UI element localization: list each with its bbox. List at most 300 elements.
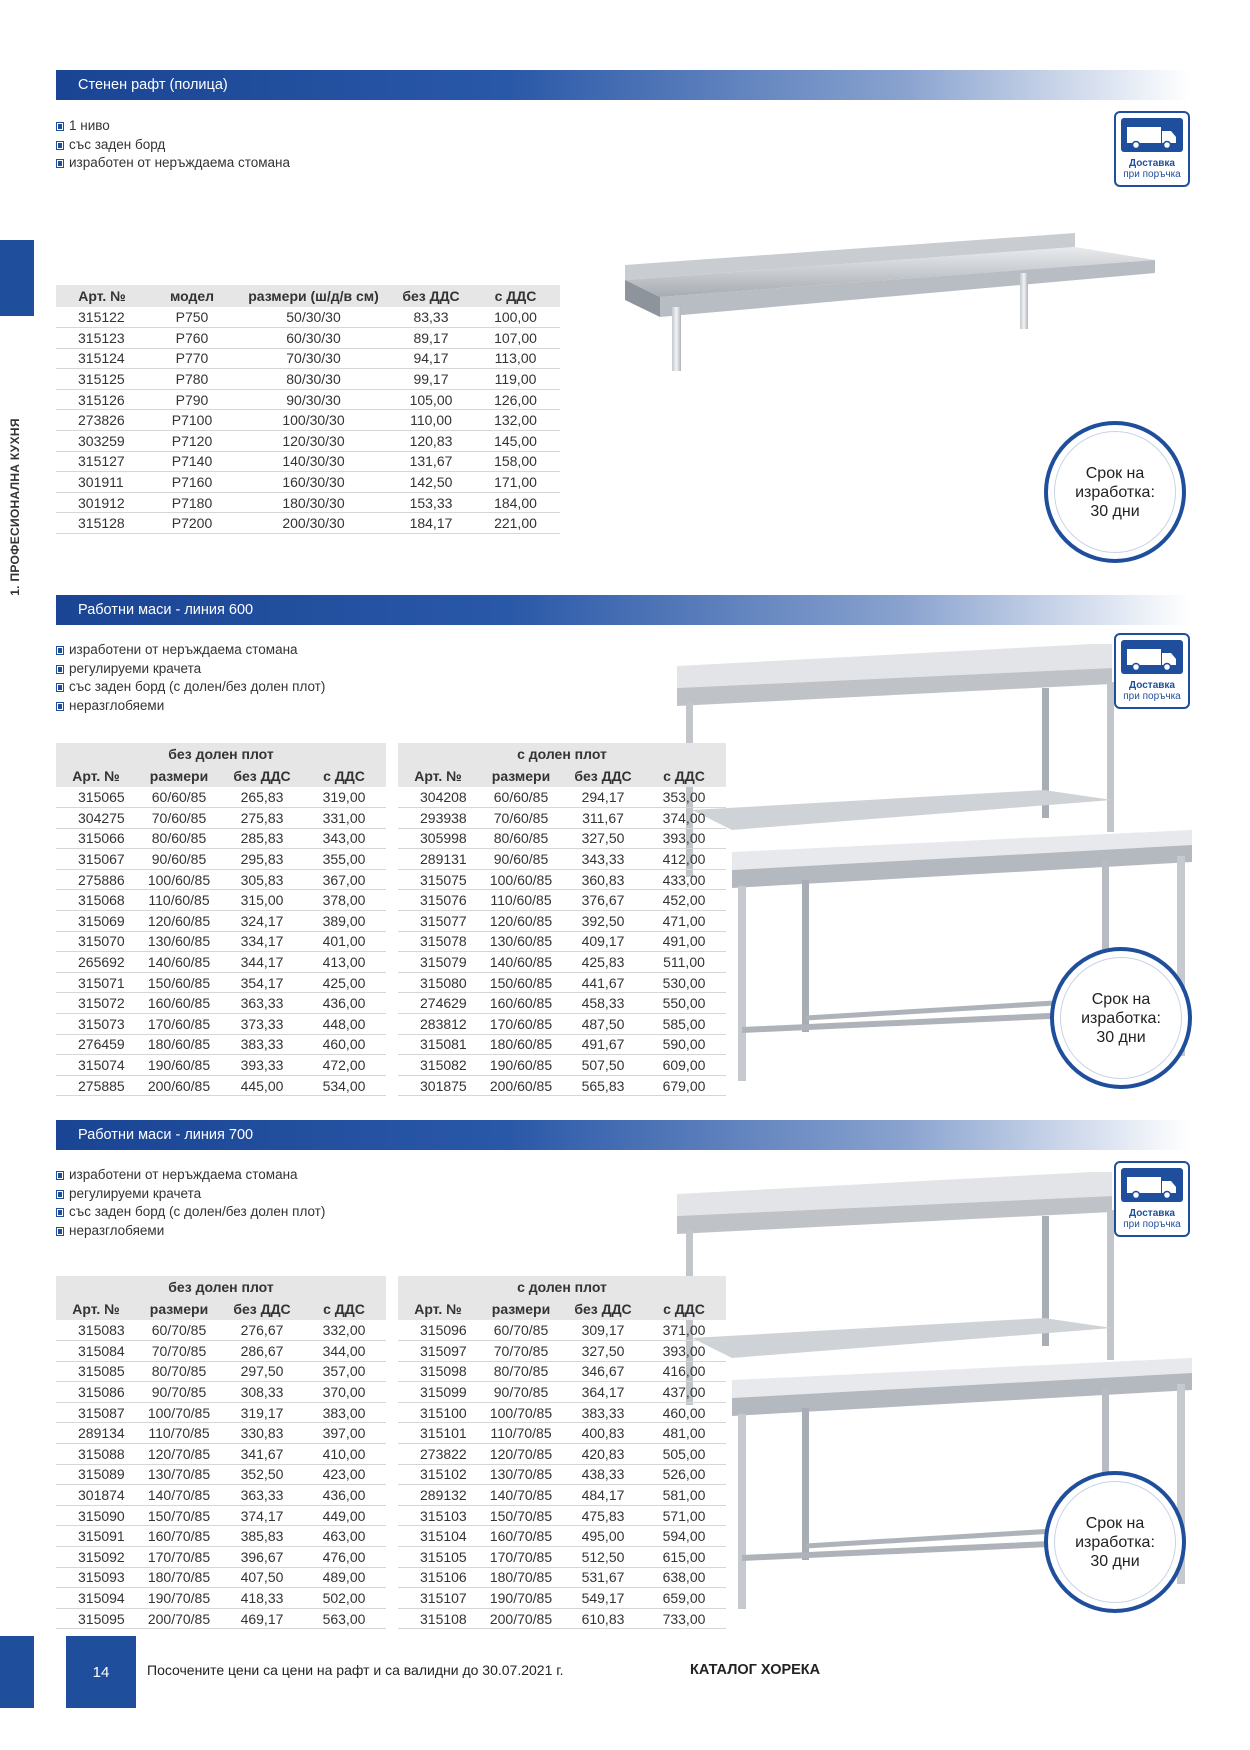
table-cell: 100/60/85 (478, 869, 564, 890)
table-cell: 315096 (398, 1320, 478, 1341)
table-cell: 315070 (56, 931, 136, 952)
table-row (56, 1320, 386, 1341)
table-cell: 319,17 (222, 1402, 302, 1423)
table-cell: 315075 (398, 869, 478, 890)
table-cell: 733,00 (642, 1608, 726, 1629)
table-row (56, 869, 386, 890)
table-cell: 315073 (56, 1014, 136, 1035)
price-validity-note: Посочените цени са цени на рафт и са валидни до 30.07.2021 г. (147, 1662, 564, 1678)
table-cell: 171,00 (471, 472, 560, 493)
shelf-features-list (56, 117, 290, 173)
table-cell: P760 (148, 328, 236, 349)
table-row (56, 1014, 386, 1035)
table-cell: 531,67 (564, 1567, 642, 1588)
table-cell: 581,00 (642, 1485, 726, 1506)
table-cell: 495,00 (564, 1526, 642, 1547)
table-cell: 100/30/30 (236, 410, 391, 431)
table-cell: 476,00 (302, 1547, 386, 1568)
table-row (56, 513, 560, 534)
table-cell: P7200 (148, 513, 236, 534)
table-row (398, 1075, 726, 1096)
table-cell: 638,00 (642, 1567, 726, 1588)
table-row (398, 1608, 726, 1629)
table-cell: 315123 (56, 328, 148, 349)
col-header: без ДДС (222, 765, 302, 787)
table-row (398, 911, 726, 932)
table-cell: 70/30/30 (236, 348, 391, 369)
feature-item: със заден борд (с долен/без долен плот) (56, 1203, 325, 1222)
table-cell: 315079 (398, 952, 478, 973)
table-cell: 80/70/85 (136, 1361, 222, 1382)
table-cell: 200/60/85 (478, 1075, 564, 1096)
table-cell: 80/60/85 (136, 828, 222, 849)
truck-icon (1121, 118, 1183, 152)
table-cell: 160/70/85 (136, 1526, 222, 1547)
table-header-row (398, 765, 726, 787)
table-cell: 437,00 (642, 1382, 726, 1403)
table-cell: 491,00 (642, 931, 726, 952)
table-row (398, 1526, 726, 1547)
table-cell: 315087 (56, 1402, 136, 1423)
table-cell: 150/60/85 (478, 972, 564, 993)
col-header: с ДДС (302, 765, 386, 787)
table-cell: 60/30/30 (236, 328, 391, 349)
table-cell: 60/60/85 (478, 787, 564, 808)
feature-item: изработени от неръждаема стомана (56, 1166, 325, 1185)
table-cell: 315074 (56, 1055, 136, 1076)
table-cell: 289134 (56, 1423, 136, 1444)
table-cell: 301911 (56, 472, 148, 493)
table-row (398, 931, 726, 952)
table-cell: 90/60/85 (136, 849, 222, 870)
table-cell: 158,00 (471, 451, 560, 472)
table-cell: 383,00 (302, 1402, 386, 1423)
table-cell: 416,00 (642, 1361, 726, 1382)
table-cell: 315,00 (222, 890, 302, 911)
table-cell: 315105 (398, 1547, 478, 1568)
table-row (56, 1034, 386, 1055)
table-cell: 315065 (56, 787, 136, 808)
table-cell: 315076 (398, 890, 478, 911)
table-cell: 83,33 (391, 307, 471, 328)
table-cell: 80/70/85 (478, 1361, 564, 1382)
table-cell: 100/60/85 (136, 869, 222, 890)
table-cell: 184,00 (471, 492, 560, 513)
table-cell: 315090 (56, 1505, 136, 1526)
table-cell: 330,83 (222, 1423, 302, 1444)
delivery-label: Доставка (1129, 158, 1175, 169)
table-cell: 445,00 (222, 1075, 302, 1096)
table-row (56, 787, 386, 808)
col-header: Арт. № (398, 765, 478, 787)
table-cell: 315088 (56, 1444, 136, 1465)
table-cell: 140/60/85 (136, 952, 222, 973)
table-cell: 315089 (56, 1464, 136, 1485)
table-cell: 334,17 (222, 931, 302, 952)
table-row (56, 410, 560, 431)
table-cell: 418,33 (222, 1588, 302, 1609)
table-cell: 110/70/85 (136, 1423, 222, 1444)
table-cell: 295,83 (222, 849, 302, 870)
table-cell: 140/70/85 (478, 1485, 564, 1506)
table-row (398, 890, 726, 911)
table-cell: 315082 (398, 1055, 478, 1076)
section-header-shelf: Стенен рафт (полица) (56, 70, 1190, 100)
table-cell: 301912 (56, 492, 148, 513)
table-cell: 389,00 (302, 911, 386, 932)
table-cell: 293938 (398, 808, 478, 829)
table-cell: 383,33 (564, 1402, 642, 1423)
table-cell: P7140 (148, 451, 236, 472)
delivery-sublabel: при поръчка (1123, 1219, 1181, 1230)
table-group-title: с долен плот (398, 743, 726, 765)
table-row (398, 972, 726, 993)
table-row (56, 1464, 386, 1485)
table-cell: 360,83 (564, 869, 642, 890)
table-cell: 469,17 (222, 1608, 302, 1629)
table-cell: 70/60/85 (478, 808, 564, 829)
table-cell: 315103 (398, 1505, 478, 1526)
table-header-row (56, 765, 386, 787)
table-cell: 315127 (56, 451, 148, 472)
table-cell: 363,33 (222, 993, 302, 1014)
table-cell: 487,50 (564, 1014, 642, 1035)
table-row (56, 1402, 386, 1423)
table-cell: 180/60/85 (136, 1034, 222, 1055)
table-cell: P7100 (148, 410, 236, 431)
table-cell: 392,50 (564, 911, 642, 932)
table-row (56, 808, 386, 829)
table-cell: 276,67 (222, 1320, 302, 1341)
table-row (56, 993, 386, 1014)
table-row (56, 1361, 386, 1382)
table-row (56, 1485, 386, 1506)
table-cell: P750 (148, 307, 236, 328)
table-cell: 309,17 (564, 1320, 642, 1341)
table-cell: 150/70/85 (478, 1505, 564, 1526)
table-cell: 100/70/85 (478, 1402, 564, 1423)
table-cell: 120/70/85 (478, 1444, 564, 1465)
table-cell: 100,00 (471, 307, 560, 328)
table-cell: 315098 (398, 1361, 478, 1382)
table-row (398, 869, 726, 890)
table-row (398, 952, 726, 973)
table-cell: 315085 (56, 1361, 136, 1382)
table-cell: 180/70/85 (136, 1567, 222, 1588)
table-cell: 502,00 (302, 1588, 386, 1609)
table-cell: 130/60/85 (136, 931, 222, 952)
line700-features-list (56, 1166, 325, 1240)
table-cell: 491,67 (564, 1034, 642, 1055)
table-cell: 315067 (56, 849, 136, 870)
table-row (56, 1075, 386, 1096)
table-cell: 315104 (398, 1526, 478, 1547)
table-header-row (398, 1298, 726, 1320)
table-cell: 120/60/85 (136, 911, 222, 932)
table-row (56, 1341, 386, 1362)
table-cell: 190/60/85 (478, 1055, 564, 1076)
table-cell: 304275 (56, 808, 136, 829)
table-cell: 160/60/85 (136, 993, 222, 1014)
col-header: без ДДС (564, 1298, 642, 1320)
table-cell: 140/30/30 (236, 451, 391, 472)
table-row (398, 1423, 726, 1444)
table-cell: 420,83 (564, 1444, 642, 1465)
table-cell: 289132 (398, 1485, 478, 1506)
table-row (398, 1402, 726, 1423)
delivery-sublabel: при поръчка (1123, 691, 1181, 702)
table-cell: 120/30/30 (236, 431, 391, 452)
table-row (398, 849, 726, 870)
table-cell: 363,33 (222, 1485, 302, 1506)
table-cell: 344,17 (222, 952, 302, 973)
table-cell: 441,67 (564, 972, 642, 993)
table-cell: 315092 (56, 1547, 136, 1568)
table-cell: 357,00 (302, 1361, 386, 1382)
table-cell: 275886 (56, 869, 136, 890)
table-cell: 679,00 (642, 1075, 726, 1096)
col-header: Арт. № (56, 765, 136, 787)
table-row (398, 1485, 726, 1506)
table-group-title: без долен плот (56, 1276, 386, 1298)
table-cell: 275885 (56, 1075, 136, 1096)
table-cell: 110/60/85 (478, 890, 564, 911)
table-cell: 354,17 (222, 972, 302, 993)
table-cell: 315068 (56, 890, 136, 911)
table-cell: 160/70/85 (478, 1526, 564, 1547)
table-cell: 89,17 (391, 328, 471, 349)
table-cell: 274629 (398, 993, 478, 1014)
table-cell: 60/70/85 (136, 1320, 222, 1341)
col-header: без ДДС (391, 285, 471, 307)
table-cell: 301875 (398, 1075, 478, 1096)
table-cell: 346,67 (564, 1361, 642, 1382)
table-cell: 327,50 (564, 828, 642, 849)
table-row (56, 911, 386, 932)
table-cell: P780 (148, 369, 236, 390)
table-cell: 120/60/85 (478, 911, 564, 932)
table-cell: 609,00 (642, 1055, 726, 1076)
delivery-label: Доставка (1129, 1208, 1175, 1219)
table-row (398, 1320, 726, 1341)
col-header: размери (ш/д/в см) (236, 285, 391, 307)
table-cell: 315086 (56, 1382, 136, 1403)
table-cell: 400,83 (564, 1423, 642, 1444)
table-cell: 433,00 (642, 869, 726, 890)
table-cell: 132,00 (471, 410, 560, 431)
table-cell: 286,67 (222, 1341, 302, 1362)
table-cell: 315081 (398, 1034, 478, 1055)
table-cell: 276459 (56, 1034, 136, 1055)
table-row (56, 472, 560, 493)
table-cell: 70/70/85 (136, 1341, 222, 1362)
table-cell: 549,17 (564, 1588, 642, 1609)
table-cell: 393,33 (222, 1055, 302, 1076)
lead-time-badge: Срок на изработка: 30 дни (1044, 1471, 1186, 1613)
line600-with-bottom-shelf-table (398, 743, 726, 1096)
table-cell: 94,17 (391, 348, 471, 369)
table-cell: 371,00 (642, 1320, 726, 1341)
table-row (398, 1382, 726, 1403)
table-cell: 481,00 (642, 1423, 726, 1444)
table-cell: 140/70/85 (136, 1485, 222, 1506)
table-row (56, 1588, 386, 1609)
feature-item: 1 ниво (56, 117, 290, 136)
table-row (56, 492, 560, 513)
lead-time-badge: Срок на изработка: 30 дни (1050, 947, 1192, 1089)
table-cell: 425,00 (302, 972, 386, 993)
table-row (56, 451, 560, 472)
table-cell: 119,00 (471, 369, 560, 390)
table-cell: 344,00 (302, 1341, 386, 1362)
table-cell: 99,17 (391, 369, 471, 390)
table-cell: P7120 (148, 431, 236, 452)
table-cell: 563,00 (302, 1608, 386, 1629)
table-header-row (56, 1298, 386, 1320)
shelf-price-table (56, 285, 560, 534)
table-cell: 107,00 (471, 328, 560, 349)
table-cell: 315108 (398, 1608, 478, 1629)
table-cell: 120,83 (391, 431, 471, 452)
table-cell: 153,33 (391, 492, 471, 513)
table-row (398, 808, 726, 829)
table-cell: 460,00 (302, 1034, 386, 1055)
table-cell: P790 (148, 389, 236, 410)
col-header: Арт. № (56, 285, 148, 307)
table-cell: 585,00 (642, 1014, 726, 1035)
feature-item: регулируеми крачета (56, 1185, 325, 1204)
feature-item: неразглобяеми (56, 1222, 325, 1241)
col-header: Арт. № (398, 1298, 478, 1320)
table-cell: 511,00 (642, 952, 726, 973)
table-cell: 324,17 (222, 911, 302, 932)
table-cell: 80/30/30 (236, 369, 391, 390)
table-cell: 200/60/85 (136, 1075, 222, 1096)
table-cell: 304208 (398, 787, 478, 808)
table-row (56, 931, 386, 952)
table-cell: 397,00 (302, 1423, 386, 1444)
table-cell: 180/30/30 (236, 492, 391, 513)
table-cell: 352,50 (222, 1464, 302, 1485)
section-header-line-700: Работни маси - линия 700 (56, 1120, 1190, 1150)
table-cell: 526,00 (642, 1464, 726, 1485)
feature-item: със заден борд (с долен/без долен плот) (56, 678, 325, 697)
table-cell: 170/70/85 (136, 1547, 222, 1568)
table-row (56, 1505, 386, 1526)
table-cell: 319,00 (302, 787, 386, 808)
table-cell: 105,00 (391, 389, 471, 410)
feature-item: регулируеми крачета (56, 660, 325, 679)
table-cell: 449,00 (302, 1505, 386, 1526)
table-cell: 315100 (398, 1402, 478, 1423)
table-cell: 150/70/85 (136, 1505, 222, 1526)
table-cell: 374,00 (642, 808, 726, 829)
table-cell: 378,00 (302, 890, 386, 911)
table-cell: 458,33 (564, 993, 642, 1014)
table-cell: 327,50 (564, 1341, 642, 1362)
table-row (56, 369, 560, 390)
table-cell: 475,83 (564, 1505, 642, 1526)
table-cell: 113,00 (471, 348, 560, 369)
table-cell: 190/70/85 (136, 1588, 222, 1609)
table-cell: 436,00 (302, 993, 386, 1014)
footer-side-block (0, 1636, 34, 1708)
feature-item: изработени от неръждаема стомана (56, 641, 325, 660)
table-cell: 659,00 (642, 1588, 726, 1609)
table-cell: 70/60/85 (136, 808, 222, 829)
col-header: без ДДС (564, 765, 642, 787)
table-cell: 160/60/85 (478, 993, 564, 1014)
table-cell: 301874 (56, 1485, 136, 1506)
table-cell: 170/60/85 (478, 1014, 564, 1035)
table-cell: 396,67 (222, 1547, 302, 1568)
table-cell: 315097 (398, 1341, 478, 1362)
table-cell: 452,00 (642, 890, 726, 911)
table-row (56, 1055, 386, 1076)
table-cell: 315102 (398, 1464, 478, 1485)
table-cell: 275,83 (222, 808, 302, 829)
table-cell: 273822 (398, 1444, 478, 1465)
table-cell: 315091 (56, 1526, 136, 1547)
table-cell: 311,67 (564, 808, 642, 829)
table-cell: 90/70/85 (136, 1382, 222, 1403)
table-cell: 505,00 (642, 1444, 726, 1465)
table-cell: 308,33 (222, 1382, 302, 1403)
table-cell: 472,00 (302, 1055, 386, 1076)
table-row (56, 849, 386, 870)
table-cell: 315072 (56, 993, 136, 1014)
table-cell: 590,00 (642, 1034, 726, 1055)
table-cell: 200/30/30 (236, 513, 391, 534)
table-cell: 110/70/85 (478, 1423, 564, 1444)
table-cell: 331,00 (302, 808, 386, 829)
table-cell: 180/70/85 (478, 1567, 564, 1588)
table-cell: 265692 (56, 952, 136, 973)
table-cell: 160/30/30 (236, 472, 391, 493)
table-cell: 315069 (56, 911, 136, 932)
table-cell: 130/70/85 (136, 1464, 222, 1485)
table-cell: 303259 (56, 431, 148, 452)
catalog-title: КАТАЛОГ ХОРЕКА (690, 1662, 821, 1678)
table-row (398, 1547, 726, 1568)
table-cell: P770 (148, 348, 236, 369)
table-cell: 436,00 (302, 1485, 386, 1506)
table-cell: 438,33 (564, 1464, 642, 1485)
table-cell: 60/60/85 (136, 787, 222, 808)
col-header: размери (136, 765, 222, 787)
table-cell: 126,00 (471, 389, 560, 410)
table-cell: P7160 (148, 472, 236, 493)
table-cell: 170/60/85 (136, 1014, 222, 1035)
feature-item: със заден борд (56, 136, 290, 155)
col-header: Арт. № (56, 1298, 136, 1320)
table-cell: 305998 (398, 828, 478, 849)
table-row (398, 1055, 726, 1076)
table-row (56, 328, 560, 349)
table-cell: 489,00 (302, 1567, 386, 1588)
table-row (56, 1547, 386, 1568)
col-header: без ДДС (222, 1298, 302, 1320)
table-cell: 315126 (56, 389, 148, 410)
feature-item: изработен от неръждаема стомана (56, 154, 290, 173)
table-cell: 565,83 (564, 1075, 642, 1096)
table-cell: 283812 (398, 1014, 478, 1035)
table-cell: 265,83 (222, 787, 302, 808)
table-row (56, 1526, 386, 1547)
table-row (56, 1567, 386, 1588)
table-cell: 130/60/85 (478, 931, 564, 952)
table-cell: 315106 (398, 1567, 478, 1588)
